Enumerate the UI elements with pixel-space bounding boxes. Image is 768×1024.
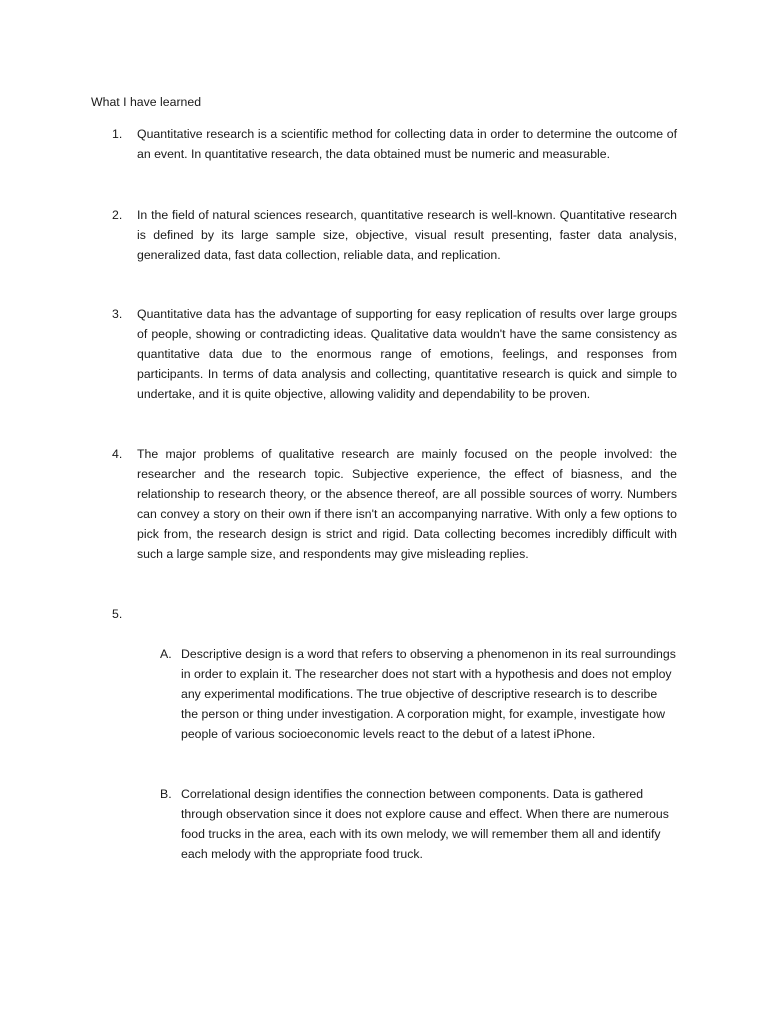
- list-item-text: The major problems of qualitative research are mainly focused on the people involved: the researcher and the research topic. Subjective experience, the effect of biasness, and the relationship to research theory, or the absence thereof, are all possible sources of worry. Numbers can convey a story on their own if there isn't an accompanying narrative. With only a few options to pick from, the research design is strict and rigid. Data collecting becomes incredibly difficult with such a large sample size, and respondents may give misleading replies.: [137, 447, 677, 561]
- sublist-item-text: Descriptive design is a word that refers to observing a phenomenon in its real surroundings in order to explain it. The researcher does not start with a hypothesis and does not employ any experimental modifications. The true objective of descriptive research is to describe the person or thing under investigation. A corporation might, for example, investigate how people of various socioeconomic levels react to the debut of a latest iPhone.: [181, 647, 676, 741]
- list-number: 5.: [112, 607, 123, 621]
- list-item-text: Quantitative data has the advantage of supporting for easy replication of results over large groups of people, showing or contradicting ideas. Qualitative data wouldn't have the same consistency as quantitative data due to the enormous range of emotions, feelings, and responses from participants. In terms of data analysis and collecting, quantitative research is quick and simple to undertake, and it is quite objective, allowing validity and dependability to be proven.: [137, 307, 677, 401]
- sublist-letter: B.: [160, 787, 172, 801]
- sublist-item-text: Correlational design identifies the connection between components. Data is gathered through observation since it does not explore cause and effect. When there are numerous food trucks in the area, each with its own melody, we will remember them all and identify each melody with the appropriate food truck.: [181, 787, 669, 861]
- list-number: 1.: [112, 127, 123, 141]
- list-number: 3.: [112, 307, 123, 321]
- list-item-text: Quantitative research is a scientific method for collecting data in order to determine the outcome of an event. In quantitative research, the data obtained must be numeric and measurable.: [137, 127, 677, 161]
- page-heading: What I have learned: [91, 95, 202, 109]
- list-number: 2.: [112, 208, 123, 222]
- list-item-text: In the field of natural sciences research, quantitative research is well-known. Quantitative research is defined by its large sample size, objective, visual result presenting, faster data analysis, generalized data, fast data collection, reliable data, and replication.: [137, 208, 677, 262]
- sublist-letter: A.: [160, 647, 172, 661]
- list-number: 4.: [112, 447, 123, 461]
